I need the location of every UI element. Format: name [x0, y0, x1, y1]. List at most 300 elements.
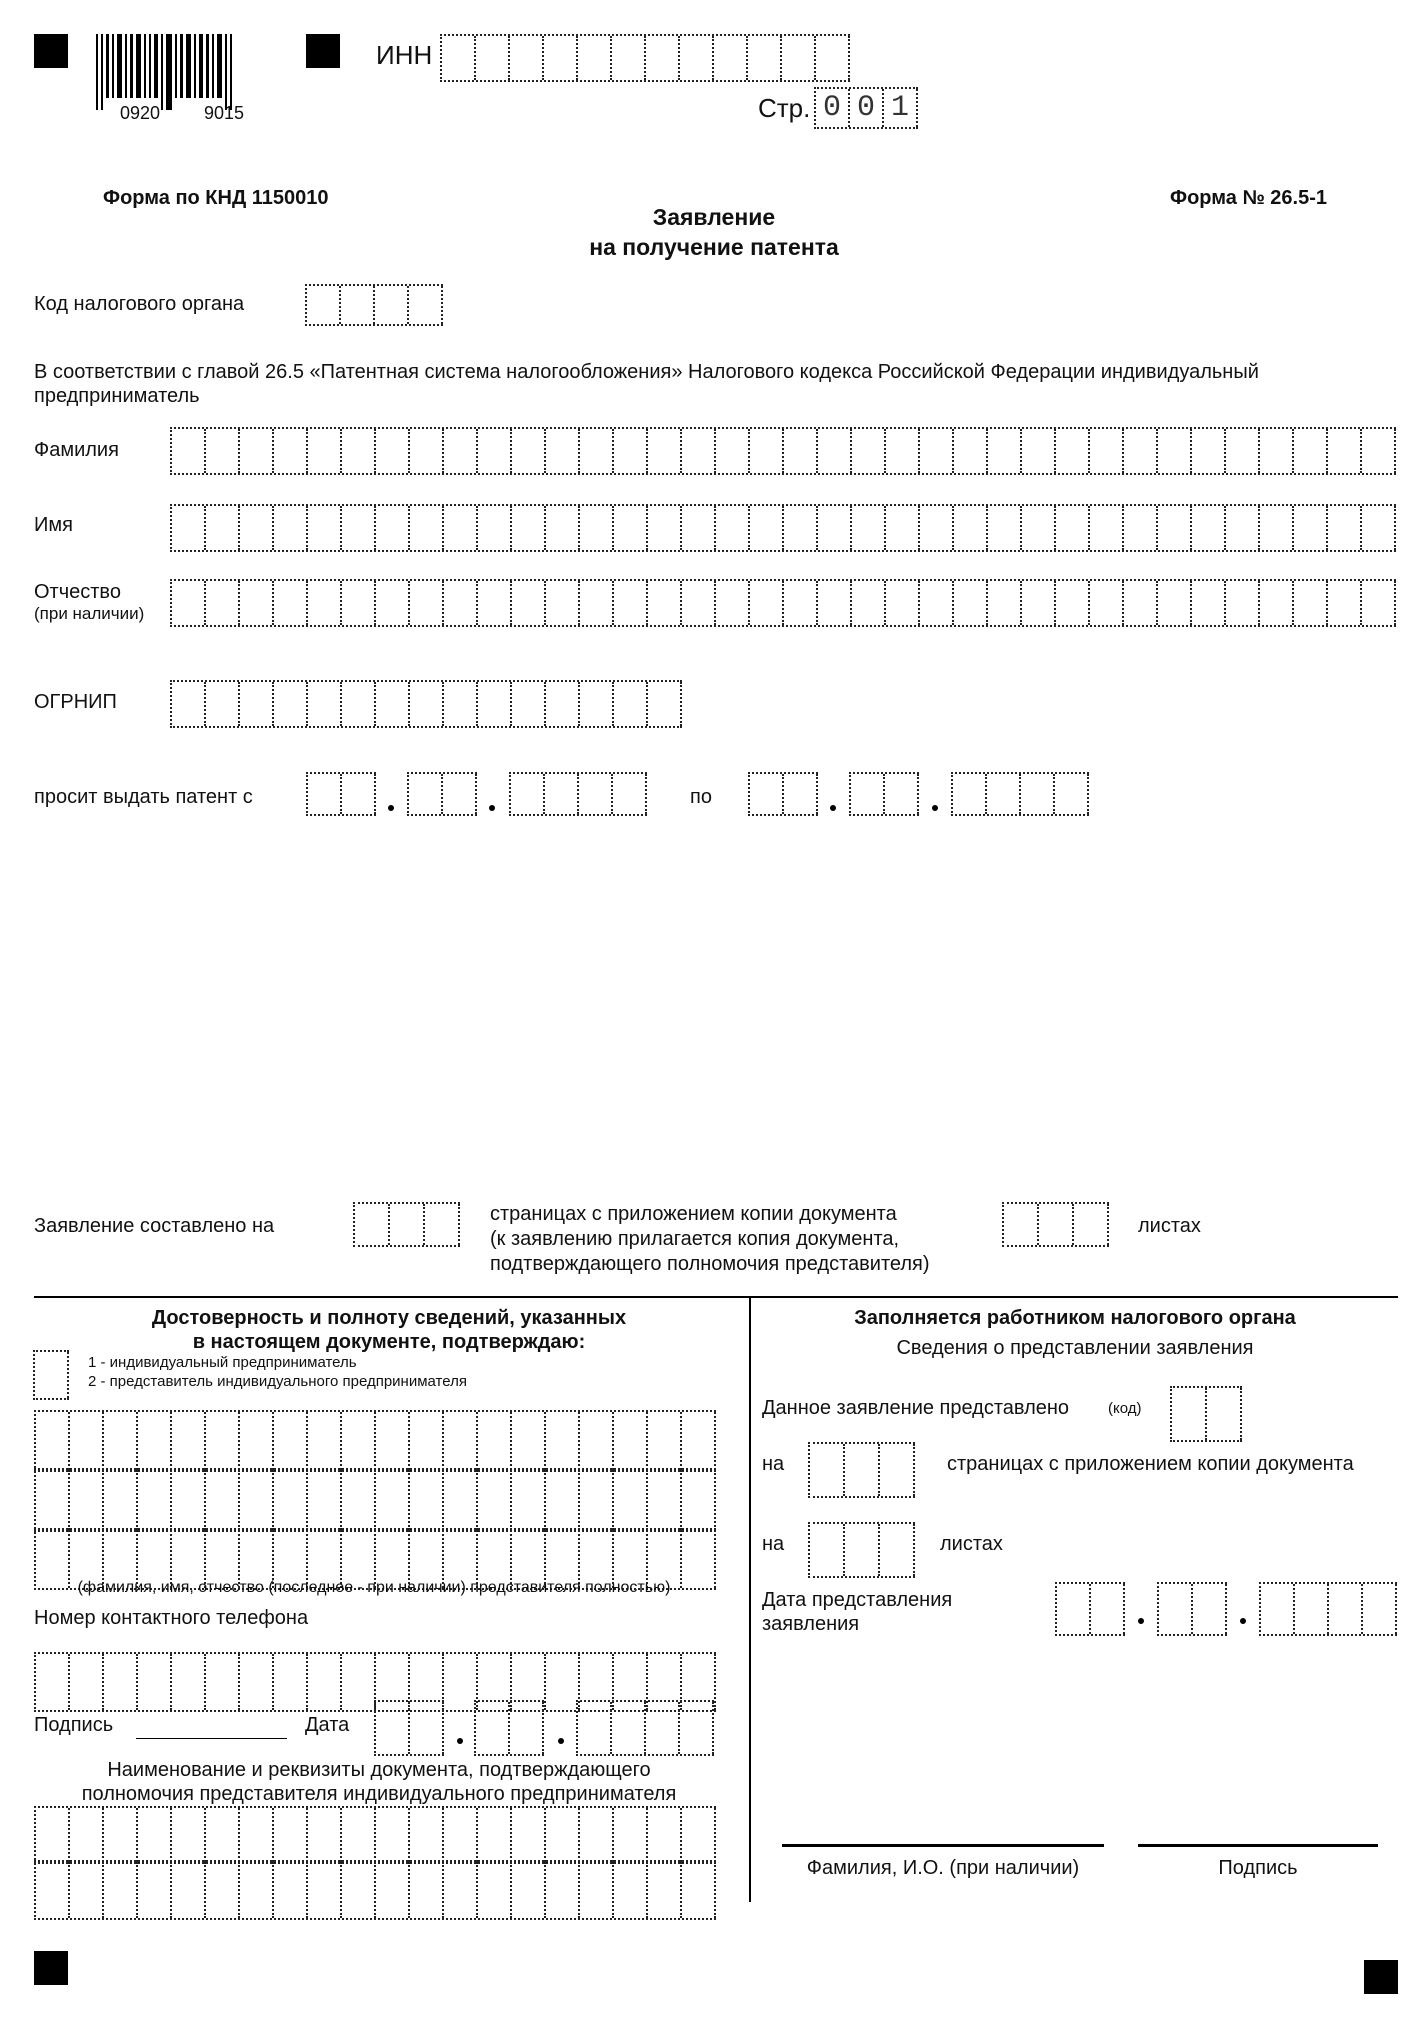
input-cell[interactable]	[1158, 429, 1192, 473]
input-cell[interactable]	[1056, 506, 1090, 550]
input-cell[interactable]	[410, 1412, 444, 1470]
input-cell[interactable]	[274, 682, 308, 726]
input-cell[interactable]	[36, 1808, 70, 1862]
input-cell[interactable]	[308, 682, 342, 726]
input-cell[interactable]	[580, 581, 614, 625]
input-cell[interactable]	[444, 1412, 478, 1470]
input-cell[interactable]	[70, 1470, 104, 1530]
input-cell[interactable]	[648, 682, 682, 726]
input-cell[interactable]	[240, 1412, 274, 1470]
patent-to-day[interactable]	[748, 772, 818, 816]
input-cell[interactable]	[307, 286, 341, 324]
input-cell[interactable]	[546, 1654, 580, 1710]
representative-fio-row-2[interactable]	[34, 1468, 716, 1532]
input-cell[interactable]	[682, 1412, 716, 1470]
input-cell[interactable]	[1260, 429, 1294, 473]
input-cell[interactable]	[274, 1654, 308, 1710]
input-cell[interactable]	[510, 36, 544, 80]
input-cell[interactable]	[1090, 429, 1124, 473]
input-cell[interactable]	[342, 506, 376, 550]
input-cell[interactable]	[410, 1470, 444, 1530]
input-cell[interactable]	[1074, 1204, 1109, 1245]
input-cell[interactable]	[1158, 581, 1192, 625]
input-cell[interactable]	[851, 774, 885, 814]
input-cell[interactable]	[138, 1654, 172, 1710]
input-cell[interactable]	[716, 581, 750, 625]
input-cell[interactable]	[612, 36, 646, 80]
input-cell[interactable]	[444, 506, 478, 550]
input-cell[interactable]	[648, 506, 682, 550]
input-cell[interactable]	[544, 36, 578, 80]
input-cell[interactable]	[580, 429, 614, 473]
input-cell[interactable]	[784, 506, 818, 550]
input-cell[interactable]	[342, 1470, 376, 1530]
input-cell[interactable]	[512, 429, 546, 473]
input-cell[interactable]	[206, 1654, 240, 1710]
input-cell[interactable]	[852, 581, 886, 625]
submission-code-field[interactable]	[1170, 1386, 1242, 1442]
input-cell[interactable]	[342, 1412, 376, 1470]
input-cell[interactable]	[1328, 581, 1362, 625]
input-cell[interactable]	[274, 581, 308, 625]
officer-signature-line[interactable]	[1138, 1844, 1378, 1847]
input-cell[interactable]	[648, 1862, 682, 1918]
input-cell[interactable]	[172, 1412, 206, 1470]
input-cell[interactable]	[580, 1808, 614, 1862]
input-cell[interactable]	[478, 1862, 512, 1918]
input-cell[interactable]	[206, 1808, 240, 1862]
input-cell[interactable]	[546, 682, 580, 726]
input-cell[interactable]	[1021, 774, 1055, 814]
input-cell[interactable]	[1057, 1584, 1091, 1634]
input-cell[interactable]	[478, 506, 512, 550]
input-cell[interactable]	[104, 1808, 138, 1862]
input-cell[interactable]	[240, 1862, 274, 1918]
authority-doc-row-2[interactable]	[34, 1860, 716, 1920]
input-cell[interactable]	[546, 1808, 580, 1862]
input-cell[interactable]	[648, 581, 682, 625]
input-cell[interactable]	[308, 1470, 342, 1530]
input-cell[interactable]	[172, 506, 206, 550]
input-cell[interactable]	[138, 1470, 172, 1530]
input-cell[interactable]	[646, 1702, 680, 1754]
input-cell[interactable]	[1362, 581, 1396, 625]
input-cell[interactable]	[648, 1412, 682, 1470]
input-cell[interactable]	[342, 774, 376, 814]
input-cell[interactable]	[646, 36, 680, 80]
input-cell[interactable]	[512, 1470, 546, 1530]
input-cell[interactable]	[750, 506, 784, 550]
input-cell[interactable]	[1056, 429, 1090, 473]
input-cell[interactable]	[614, 429, 648, 473]
input-cell[interactable]	[880, 1524, 915, 1576]
input-cell[interactable]	[274, 1808, 308, 1862]
input-cell[interactable]	[274, 429, 308, 473]
input-cell[interactable]	[172, 429, 206, 473]
input-cell[interactable]	[1207, 1388, 1242, 1440]
input-cell[interactable]	[443, 774, 477, 814]
input-cell[interactable]	[954, 506, 988, 550]
input-cell[interactable]	[1226, 506, 1260, 550]
input-cell[interactable]	[410, 506, 444, 550]
input-cell[interactable]	[512, 1412, 546, 1470]
input-cell[interactable]	[852, 429, 886, 473]
input-cell[interactable]	[1295, 1584, 1329, 1634]
input-cell[interactable]	[1328, 429, 1362, 473]
input-cell[interactable]	[545, 774, 579, 814]
input-cell[interactable]	[885, 774, 919, 814]
submission-date-month[interactable]	[1157, 1582, 1227, 1636]
input-cell[interactable]	[444, 1654, 478, 1710]
input-cell[interactable]	[682, 429, 716, 473]
input-cell[interactable]	[206, 1412, 240, 1470]
input-cell[interactable]	[546, 1470, 580, 1530]
input-cell[interactable]	[376, 581, 410, 625]
input-cell[interactable]	[376, 429, 410, 473]
input-cell[interactable]	[240, 1654, 274, 1710]
input-cell[interactable]	[104, 1862, 138, 1918]
input-cell[interactable]	[444, 581, 478, 625]
patent-to-year[interactable]	[951, 772, 1089, 816]
input-cell[interactable]	[1226, 429, 1260, 473]
input-cell[interactable]	[680, 36, 714, 80]
input-cell[interactable]	[476, 1702, 510, 1754]
input-cell[interactable]	[614, 1470, 648, 1530]
input-cell[interactable]	[478, 429, 512, 473]
input-cell[interactable]	[410, 581, 444, 625]
input-cell[interactable]	[1260, 581, 1294, 625]
input-cell[interactable]	[886, 429, 920, 473]
input-cell[interactable]	[478, 1470, 512, 1530]
input-cell[interactable]	[342, 682, 376, 726]
patent-from-year[interactable]	[509, 772, 647, 816]
sheets-count-field[interactable]	[1002, 1202, 1109, 1247]
input-cell[interactable]	[682, 506, 716, 550]
input-cell[interactable]	[240, 682, 274, 726]
input-cell[interactable]	[511, 774, 545, 814]
signature-line[interactable]	[136, 1738, 287, 1739]
input-cell[interactable]	[614, 1412, 648, 1470]
input-cell[interactable]	[308, 1412, 342, 1470]
input-cell[interactable]	[274, 506, 308, 550]
input-cell[interactable]	[172, 1808, 206, 1862]
input-cell[interactable]	[818, 581, 852, 625]
input-cell[interactable]	[1192, 581, 1226, 625]
input-cell[interactable]	[425, 1204, 460, 1245]
tax-authority-code-field[interactable]	[305, 284, 443, 326]
input-cell[interactable]	[355, 1204, 390, 1245]
input-cell[interactable]	[784, 429, 818, 473]
input-cell[interactable]	[750, 429, 784, 473]
input-cell[interactable]	[988, 581, 1022, 625]
input-cell[interactable]	[1363, 1584, 1397, 1634]
input-cell[interactable]	[920, 581, 954, 625]
input-cell[interactable]	[512, 682, 546, 726]
input-cell[interactable]	[138, 1412, 172, 1470]
input-cell[interactable]	[580, 1470, 614, 1530]
input-cell[interactable]	[36, 1862, 70, 1918]
input-cell[interactable]	[988, 506, 1022, 550]
patent-from-day[interactable]	[306, 772, 376, 816]
submission-date-year[interactable]	[1259, 1582, 1397, 1636]
input-cell[interactable]	[376, 682, 410, 726]
input-cell[interactable]	[810, 1444, 845, 1496]
input-cell[interactable]	[376, 1702, 410, 1754]
input-cell[interactable]	[341, 286, 375, 324]
input-cell[interactable]	[240, 581, 274, 625]
input-cell[interactable]	[240, 1808, 274, 1862]
input-cell[interactable]	[444, 1470, 478, 1530]
patronymic-field[interactable]	[170, 579, 1396, 627]
input-cell[interactable]	[1090, 506, 1124, 550]
input-cell[interactable]	[682, 1862, 716, 1918]
input-cell[interactable]	[578, 1702, 612, 1754]
input-cell[interactable]	[954, 581, 988, 625]
input-cell[interactable]	[580, 682, 614, 726]
input-cell[interactable]	[614, 506, 648, 550]
input-cell[interactable]	[240, 1470, 274, 1530]
input-cell[interactable]	[375, 286, 409, 324]
input-cell[interactable]	[845, 1444, 880, 1496]
input-cell[interactable]	[1192, 506, 1226, 550]
input-cell[interactable]	[342, 1808, 376, 1862]
input-cell[interactable]	[70, 1862, 104, 1918]
input-cell[interactable]	[1056, 581, 1090, 625]
input-cell[interactable]	[1362, 429, 1396, 473]
input-cell[interactable]	[308, 774, 342, 814]
input-cell[interactable]	[512, 506, 546, 550]
input-cell[interactable]	[580, 1862, 614, 1918]
input-cell[interactable]	[1294, 429, 1328, 473]
input-cell[interactable]	[376, 1808, 410, 1862]
input-cell[interactable]	[953, 774, 987, 814]
input-cell[interactable]	[1124, 581, 1158, 625]
input-cell[interactable]	[1172, 1388, 1207, 1440]
input-cell[interactable]	[410, 1702, 444, 1754]
input-cell[interactable]	[1260, 506, 1294, 550]
input-cell[interactable]	[1192, 429, 1226, 473]
input-cell[interactable]	[342, 429, 376, 473]
input-cell[interactable]	[579, 774, 613, 814]
input-cell[interactable]	[36, 1412, 70, 1470]
representative-fio-row-1[interactable]	[34, 1410, 716, 1472]
input-cell[interactable]	[138, 1808, 172, 1862]
input-cell[interactable]	[36, 1470, 70, 1530]
input-cell[interactable]	[1091, 1584, 1125, 1634]
input-cell[interactable]	[409, 286, 443, 324]
input-cell[interactable]	[1226, 581, 1260, 625]
input-cell[interactable]	[920, 506, 954, 550]
input-cell[interactable]	[750, 581, 784, 625]
input-cell[interactable]	[206, 506, 240, 550]
input-cell[interactable]	[1362, 506, 1396, 550]
input-cell[interactable]	[308, 506, 342, 550]
input-cell[interactable]	[546, 506, 580, 550]
input-cell[interactable]	[680, 1702, 714, 1754]
sign-date-year[interactable]	[576, 1700, 714, 1756]
officer-pages-field[interactable]	[808, 1442, 915, 1498]
input-cell[interactable]	[478, 1412, 512, 1470]
input-cell[interactable]	[342, 1862, 376, 1918]
officer-fio-line[interactable]	[782, 1844, 1104, 1847]
input-cell[interactable]	[409, 774, 443, 814]
input-cell[interactable]	[444, 1862, 478, 1918]
input-cell[interactable]	[442, 36, 476, 80]
input-cell[interactable]	[648, 1470, 682, 1530]
input-cell[interactable]	[1124, 506, 1158, 550]
input-cell[interactable]	[376, 1470, 410, 1530]
input-cell[interactable]	[104, 1470, 138, 1530]
input-cell[interactable]	[580, 506, 614, 550]
input-cell[interactable]	[920, 429, 954, 473]
input-cell[interactable]	[886, 506, 920, 550]
input-cell[interactable]	[1329, 1584, 1363, 1634]
input-cell[interactable]	[240, 506, 274, 550]
input-cell[interactable]	[614, 581, 648, 625]
input-cell[interactable]	[1158, 506, 1192, 550]
input-cell[interactable]	[682, 1808, 716, 1862]
input-cell[interactable]	[36, 1654, 70, 1710]
input-cell[interactable]	[478, 682, 512, 726]
input-cell[interactable]	[546, 1412, 580, 1470]
input-cell[interactable]	[748, 36, 782, 80]
input-cell[interactable]	[880, 1444, 915, 1496]
officer-sheets-field[interactable]	[808, 1522, 915, 1578]
input-cell[interactable]	[716, 506, 750, 550]
input-cell[interactable]	[852, 506, 886, 550]
input-cell[interactable]	[613, 774, 647, 814]
surname-field[interactable]	[170, 427, 1396, 475]
input-cell[interactable]	[478, 1808, 512, 1862]
input-cell[interactable]	[784, 774, 818, 814]
input-cell[interactable]	[206, 581, 240, 625]
input-cell[interactable]	[172, 581, 206, 625]
input-cell[interactable]	[612, 1702, 646, 1754]
input-cell[interactable]	[810, 1524, 845, 1576]
input-cell[interactable]	[578, 36, 612, 80]
input-cell[interactable]	[886, 581, 920, 625]
input-cell[interactable]	[648, 429, 682, 473]
input-cell[interactable]	[172, 1654, 206, 1710]
input-cell[interactable]	[614, 1862, 648, 1918]
input-cell[interactable]	[682, 1470, 716, 1530]
input-cell[interactable]	[1090, 581, 1124, 625]
input-cell[interactable]	[682, 581, 716, 625]
input-cell[interactable]	[206, 1862, 240, 1918]
signer-type-field[interactable]	[33, 1350, 69, 1400]
input-cell[interactable]	[1055, 774, 1089, 814]
inn-field[interactable]	[440, 34, 850, 82]
input-cell[interactable]	[376, 506, 410, 550]
input-cell[interactable]	[70, 1808, 104, 1862]
input-cell[interactable]	[614, 682, 648, 726]
input-cell[interactable]	[1328, 506, 1362, 550]
input-cell[interactable]	[818, 429, 852, 473]
input-cell[interactable]	[1022, 429, 1056, 473]
input-cell[interactable]	[308, 1654, 342, 1710]
input-cell[interactable]	[206, 1470, 240, 1530]
input-cell[interactable]	[172, 1862, 206, 1918]
input-cell[interactable]	[845, 1524, 880, 1576]
input-cell[interactable]	[614, 1808, 648, 1862]
input-cell[interactable]	[410, 429, 444, 473]
input-cell[interactable]	[70, 1412, 104, 1470]
input-cell[interactable]	[1124, 429, 1158, 473]
input-cell[interactable]	[546, 1862, 580, 1918]
input-cell[interactable]	[1294, 581, 1328, 625]
input-cell[interactable]	[1294, 506, 1328, 550]
input-cell[interactable]	[580, 1412, 614, 1470]
input-cell[interactable]	[390, 1204, 425, 1245]
input-cell[interactable]	[308, 1808, 342, 1862]
input-cell[interactable]	[206, 682, 240, 726]
input-cell[interactable]	[1159, 1584, 1193, 1634]
input-cell[interactable]	[1004, 1204, 1039, 1245]
input-cell[interactable]	[1261, 1584, 1295, 1634]
input-cell[interactable]	[410, 682, 444, 726]
input-cell[interactable]	[546, 581, 580, 625]
input-cell[interactable]	[476, 36, 510, 80]
input-cell[interactable]	[104, 1412, 138, 1470]
input-cell[interactable]	[35, 1352, 69, 1398]
input-cell[interactable]	[104, 1654, 138, 1710]
input-cell[interactable]	[816, 36, 850, 80]
input-cell[interactable]	[510, 1702, 544, 1754]
submission-date-day[interactable]	[1055, 1582, 1125, 1636]
input-cell[interactable]	[410, 1808, 444, 1862]
input-cell[interactable]	[716, 429, 750, 473]
input-cell[interactable]	[818, 506, 852, 550]
patent-from-month[interactable]	[407, 772, 477, 816]
input-cell[interactable]	[1022, 506, 1056, 550]
input-cell[interactable]	[444, 429, 478, 473]
input-cell[interactable]	[342, 1654, 376, 1710]
input-cell[interactable]	[444, 1808, 478, 1862]
sign-date-day[interactable]	[374, 1700, 444, 1756]
input-cell[interactable]	[1022, 581, 1056, 625]
input-cell[interactable]	[274, 1470, 308, 1530]
input-cell[interactable]	[648, 1808, 682, 1862]
input-cell[interactable]	[714, 36, 748, 80]
input-cell[interactable]	[308, 1862, 342, 1918]
input-cell[interactable]	[240, 429, 274, 473]
input-cell[interactable]	[954, 429, 988, 473]
input-cell[interactable]	[376, 1862, 410, 1918]
input-cell[interactable]	[172, 682, 206, 726]
input-cell[interactable]	[274, 1862, 308, 1918]
input-cell[interactable]	[342, 581, 376, 625]
input-cell[interactable]	[138, 1862, 172, 1918]
input-cell[interactable]	[512, 581, 546, 625]
input-cell[interactable]	[444, 682, 478, 726]
input-cell[interactable]	[206, 429, 240, 473]
input-cell[interactable]	[308, 429, 342, 473]
input-cell[interactable]	[308, 581, 342, 625]
name-field[interactable]	[170, 504, 1396, 552]
input-cell[interactable]	[274, 1412, 308, 1470]
input-cell[interactable]	[784, 581, 818, 625]
input-cell[interactable]	[376, 1412, 410, 1470]
input-cell[interactable]	[70, 1654, 104, 1710]
sign-date-month[interactable]	[474, 1700, 544, 1756]
input-cell[interactable]	[512, 1808, 546, 1862]
ogrnip-field[interactable]	[170, 680, 682, 728]
input-cell[interactable]	[988, 429, 1022, 473]
input-cell[interactable]	[410, 1862, 444, 1918]
input-cell[interactable]	[512, 1862, 546, 1918]
input-cell[interactable]	[1039, 1204, 1074, 1245]
input-cell[interactable]	[1193, 1584, 1227, 1634]
